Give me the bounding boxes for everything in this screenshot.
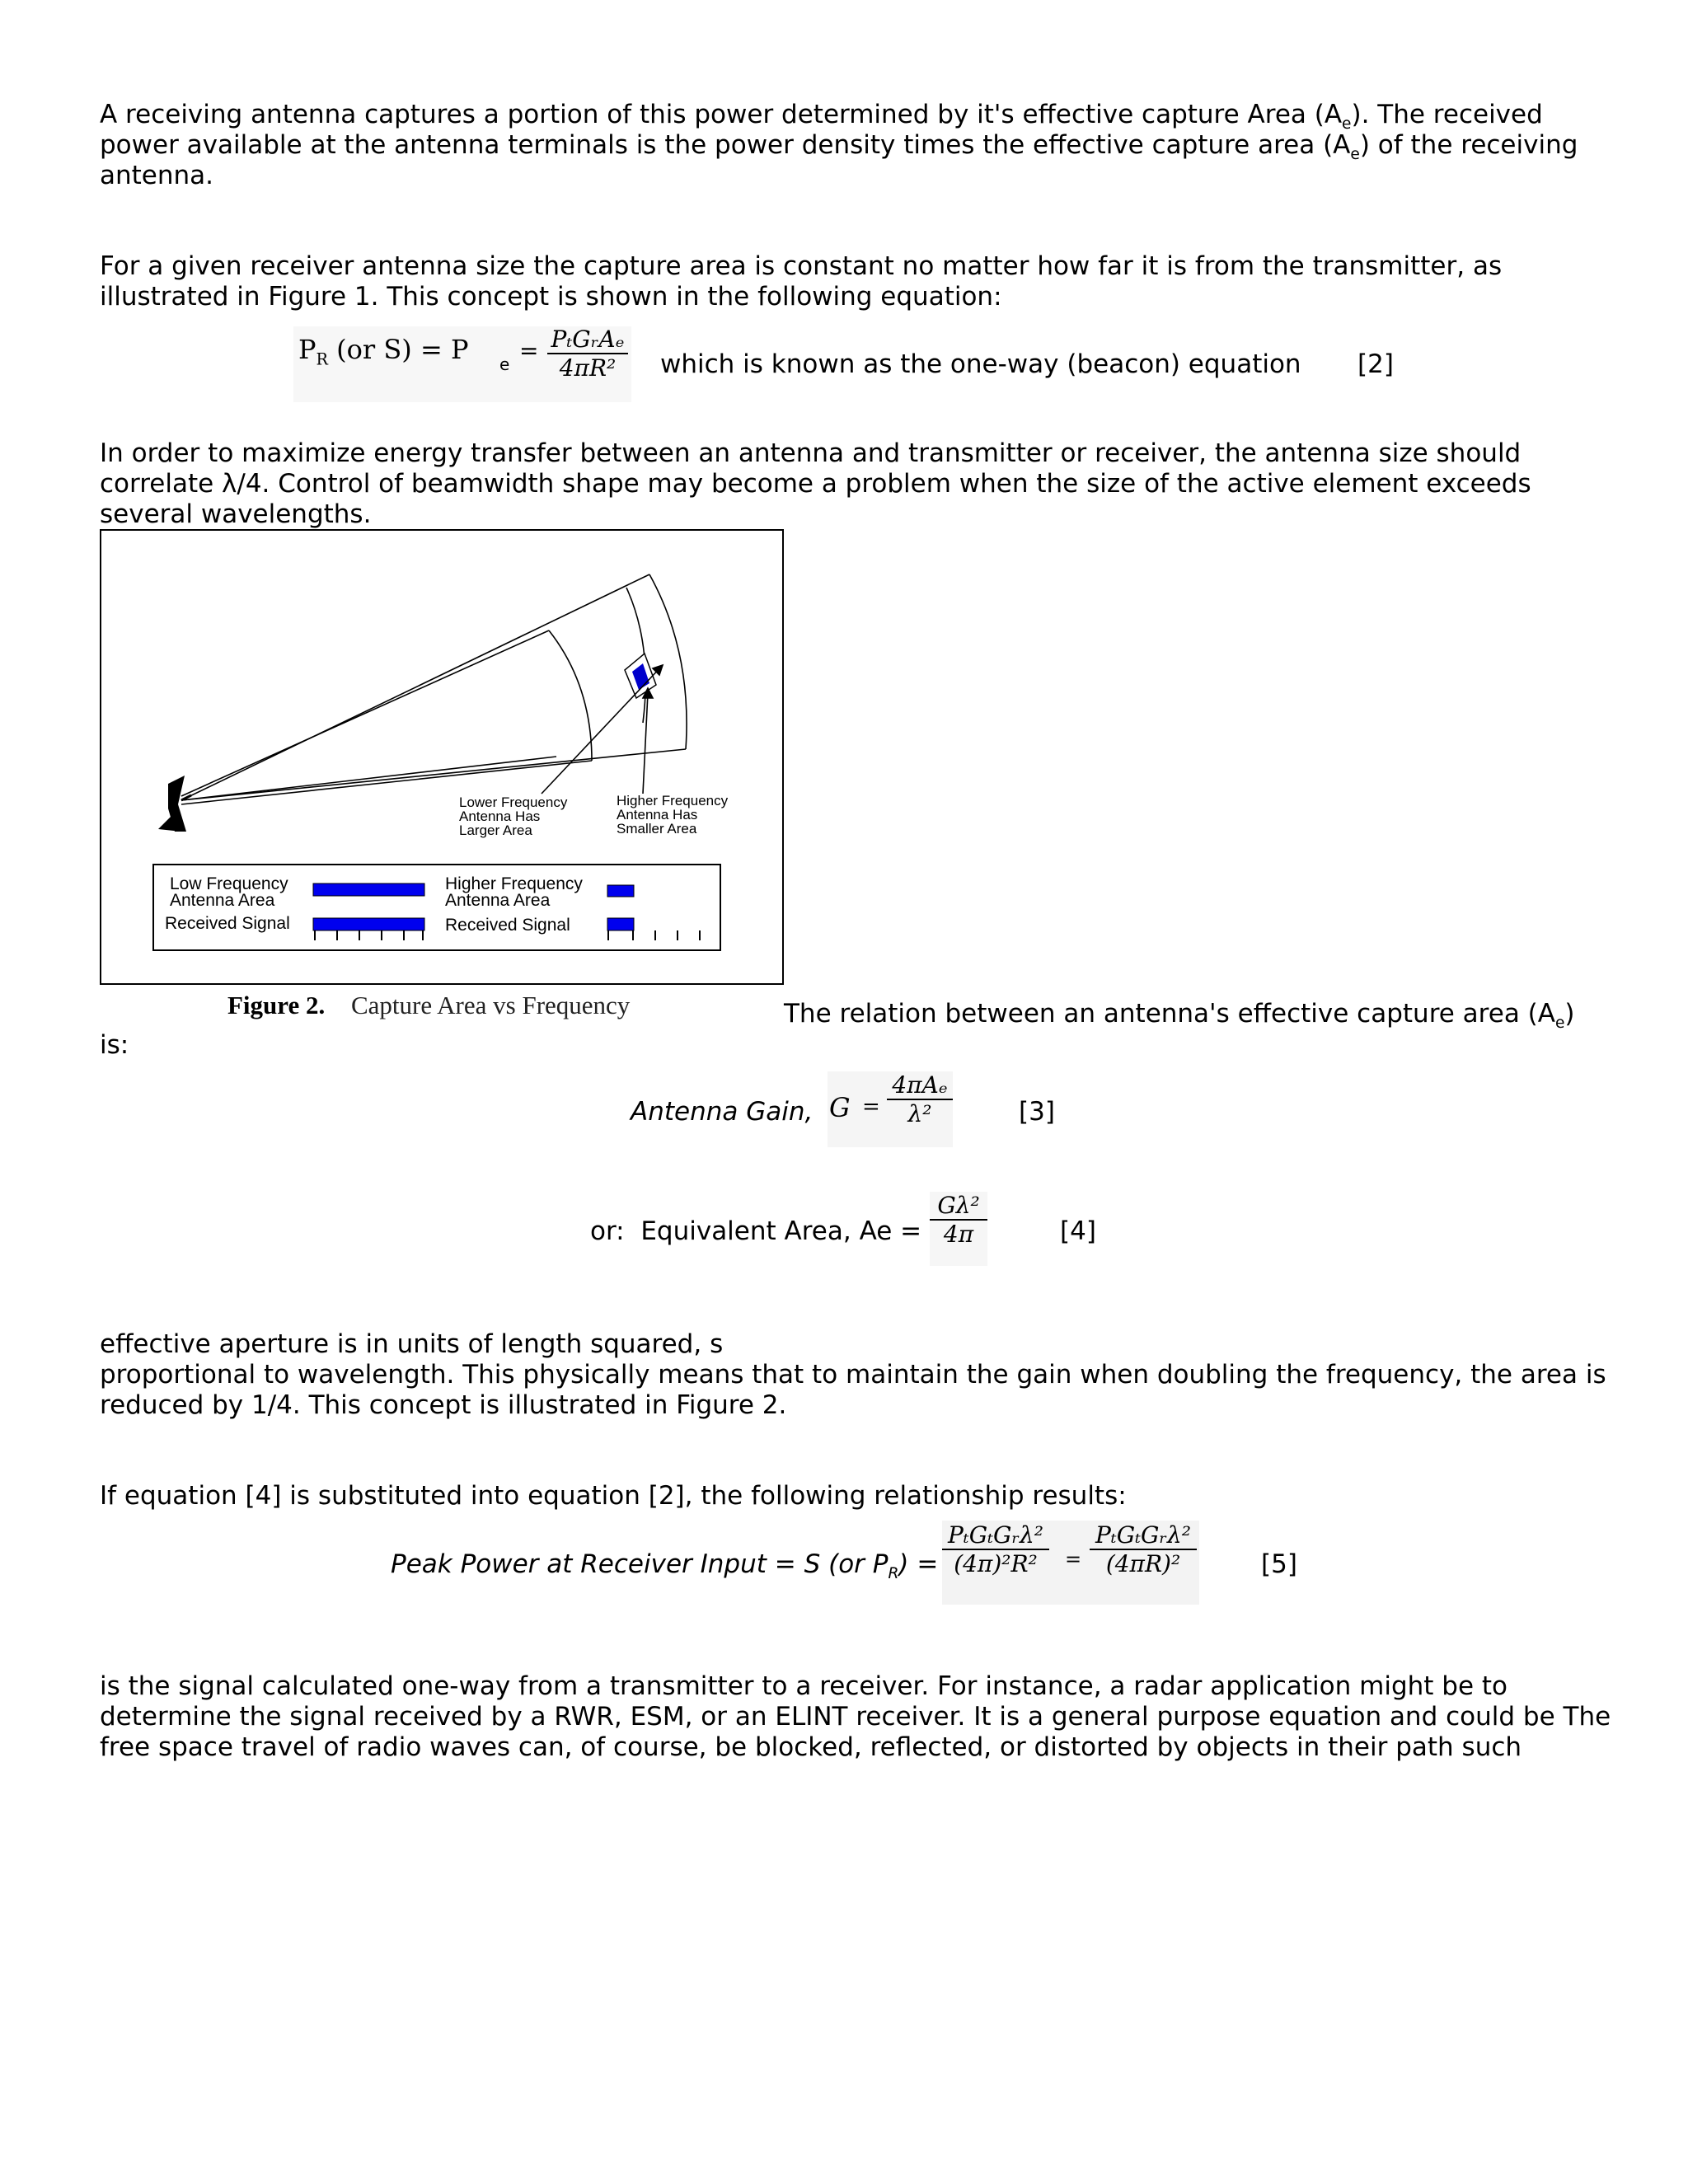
equation-2-equals: = [519, 337, 539, 364]
figure-2-capture-area [99, 528, 785, 1024]
paragraph-3-line-3: several wavelengths. [100, 499, 372, 529]
numerator: PₜGₜGᵣλ² [947, 1521, 1044, 1549]
numerator: 4πAₑ [892, 1071, 948, 1099]
text: ) of the receiving [1359, 130, 1578, 160]
higher-frequency-area-bar [607, 885, 634, 897]
equation-3-lhs: G [829, 1092, 851, 1123]
equation-2-tag: [2] [1357, 349, 1394, 379]
paragraph-1-line-2 [100, 130, 1578, 170]
text: ). The received [1351, 100, 1543, 129]
legend-low-1: Low Frequency [170, 874, 288, 893]
equation-2-sub-e: e [499, 354, 510, 374]
paragraph-7-line-1: is the signal calculated one-way from a transmitter to a receiver. For instance, a radar application might be to [100, 1671, 1507, 1701]
equation-4-label: or: Equivalent Area, Ae = [590, 1216, 922, 1246]
paragraph-7-line-2: determine the signal received by a RWR, ESM, or an ELINT receiver. It is a general purpose equation and could be The [100, 1702, 1611, 1732]
denominator: (4π)²R² [954, 1550, 1038, 1577]
subscript: e [1342, 115, 1352, 134]
paragraph-5-line-2: proportional to wavelength. This physically means that to maintain the gain when doubling the frequency, the area is [100, 1360, 1606, 1390]
low-frequency-signal-bar [313, 918, 424, 930]
paragraph-5-line-1: effective aperture is in units of length squared, s [100, 1329, 724, 1359]
numerator: PₜGₜGᵣλ² [1095, 1521, 1192, 1549]
lower-frequency-label-2: Antenna Has [459, 808, 541, 824]
legend-high-2: Antenna Area [445, 891, 551, 910]
figure-caption-text: Capture Area vs Frequency [351, 991, 631, 1019]
legend-high-1: Higher Frequency [445, 874, 583, 893]
lower-frequency-label-3: Larger Area [459, 823, 532, 838]
equation-3-equals: = [862, 1094, 880, 1119]
denominator: 4πR² [559, 354, 617, 382]
legend-low-2: Antenna Area [170, 891, 275, 910]
subscript-r: R [316, 349, 328, 369]
text: A receiving antenna captures a portion of this power determined by it's effective capture Area (A [100, 100, 1343, 129]
equation-5-fraction-2 [1090, 1521, 1197, 1577]
higher-frequency-signal-bar [607, 918, 634, 930]
paragraph-1-line-3: antenna. [100, 161, 214, 190]
higher-frequency-label-2: Antenna Has [617, 807, 698, 823]
text: Peak Power at Receiver Input = S (or P [391, 1549, 889, 1579]
equation-4-fraction [930, 1192, 987, 1248]
denominator: (4πR)² [1105, 1550, 1181, 1577]
equation-3-tag: [3] [1019, 1097, 1055, 1127]
paragraph-6-line-1: If equation [4] is substituted into equation [2], the following relationship results: [100, 1481, 1127, 1511]
equation-5-fraction-1 [942, 1521, 1049, 1577]
paragraph-4-line-1 [784, 999, 1575, 1038]
paragraph-2-line-1: For a given receiver antenna size the capture area is constant no matter how far it is from the transmitter, as [100, 251, 1503, 281]
numerator: Gλ² [937, 1192, 980, 1219]
higher-frequency-label-1: Higher Frequency [617, 793, 729, 808]
subscript: e [1350, 146, 1360, 164]
paragraph-4-line-2: is: [100, 1030, 129, 1060]
equation-5-equals: = [1065, 1548, 1082, 1571]
equation-3-fraction [887, 1071, 953, 1127]
equation-5-label [391, 1549, 938, 1589]
denominator: 4π [943, 1221, 974, 1248]
low-frequency-area-bar [313, 883, 424, 896]
figure-caption-number: Figure 2. [227, 991, 326, 1019]
equation-2-lhs [298, 334, 468, 368]
subscript: e [1554, 1015, 1565, 1033]
equation-2-fraction [547, 326, 628, 382]
paragraph-3-line-2: correlate λ/4. Control of beamwidth shape may become a problem when the size of the active element exceeds [100, 469, 1531, 499]
numerator: PₜGᵣAₑ [551, 326, 625, 353]
equation-5-tag: [5] [1261, 1549, 1297, 1579]
subscript: R [888, 1565, 899, 1583]
text: ) [1564, 999, 1575, 1029]
text: power available at the antenna terminals is the power density times the effective capture area (A [100, 130, 1351, 160]
equation-4-tag: [4] [1060, 1216, 1096, 1246]
equation-3-label: Antenna Gain, [631, 1097, 814, 1127]
legend-high-3: Received Signal [445, 916, 570, 935]
text: (or S) = P [327, 334, 469, 365]
paragraph-7-line-3: free space travel of radio waves can, of course, be blocked, reflected, or distorted by objects in their path such [100, 1732, 1522, 1762]
paragraph-2-line-2: illustrated in Figure 1. This concept is shown in the following equation: [100, 282, 1002, 312]
equation-2-description: which is known as the one-way (beacon) equation [660, 349, 1301, 379]
higher-frequency-label-3: Smaller Area [617, 821, 697, 837]
denominator: λ² [907, 1100, 932, 1127]
paragraph-3-line-1: In order to maximize energy transfer between an antenna and transmitter or receiver, the antenna size should [100, 438, 1522, 468]
legend-low-3: Received Signal [165, 914, 290, 933]
paragraph-5-line-3: reduced by 1/4. This concept is illustrated in Figure 2. [100, 1390, 787, 1420]
symbol-p: P [298, 334, 316, 365]
lower-frequency-label-1: Lower Frequency [459, 794, 568, 810]
text: The relation between an antenna's effective capture area (A [784, 999, 1555, 1029]
text: ) = [898, 1549, 939, 1579]
